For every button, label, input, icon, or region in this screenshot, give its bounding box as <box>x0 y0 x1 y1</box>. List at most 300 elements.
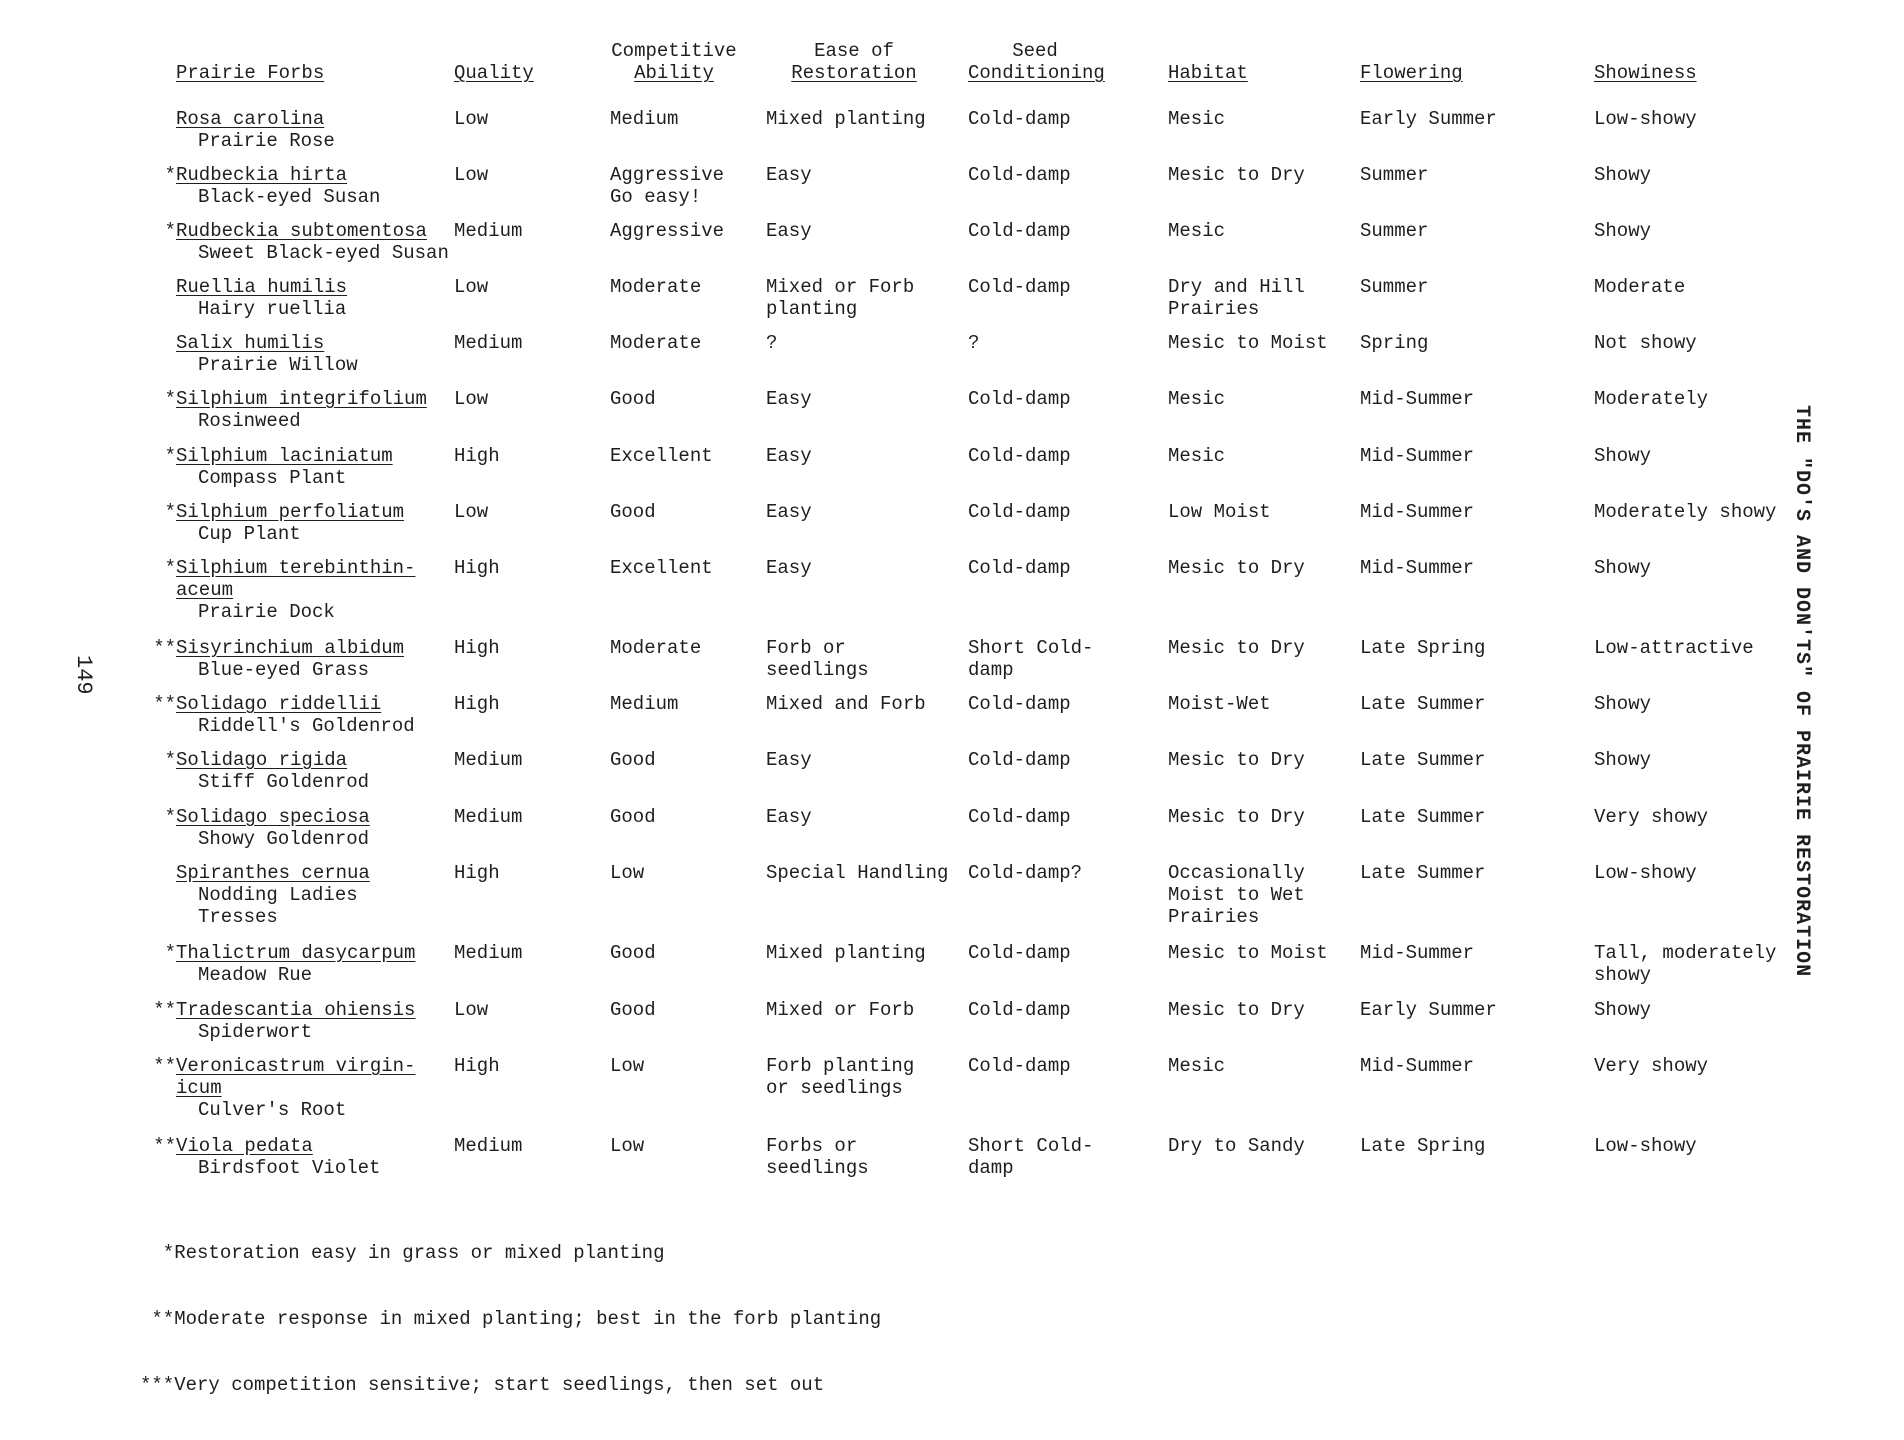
habitat-cell <box>1168 276 1305 320</box>
competitive-value: Low <box>610 1135 645 1157</box>
flowering-value: Summer <box>1360 164 1429 186</box>
competitive-cell <box>610 1055 644 1077</box>
quality-value: High <box>454 862 500 884</box>
quality-value: Low <box>454 276 489 298</box>
quality-cell <box>454 637 500 659</box>
quality-value: Low <box>454 501 489 523</box>
competitive-cell <box>610 220 724 242</box>
scientific-name: Salix humilis <box>176 332 325 354</box>
ease-value: Easy <box>766 388 812 410</box>
quality-cell <box>454 108 488 130</box>
ease-value: ? <box>766 332 778 354</box>
habitat-value: Prairies <box>1168 298 1260 320</box>
common-name: Prairie Willow <box>198 354 358 376</box>
header-flowering <box>1360 62 1463 84</box>
showiness-value: Low-showy <box>1594 108 1697 130</box>
ease-value: Special Handling <box>766 862 949 884</box>
habitat-value: Mesic to Moist <box>1168 332 1328 354</box>
seed-cell <box>968 1135 1093 1179</box>
seed-cell <box>968 942 1071 964</box>
ease-cell <box>766 557 812 579</box>
competitive-cell <box>610 332 701 354</box>
quality-cell <box>454 862 500 884</box>
habitat-value: Mesic <box>1168 108 1226 130</box>
showiness-cell <box>1594 942 1776 986</box>
scientific-name: Silphium integrifolium <box>176 388 427 410</box>
seed-value: damp <box>968 659 1014 681</box>
quality-value: Medium <box>454 1135 523 1157</box>
scientific-name: Ruellia humilis <box>176 276 348 298</box>
common-name: Spiderwort <box>198 1021 313 1043</box>
habitat-value: Prairies <box>1168 906 1260 928</box>
common-name: Compass Plant <box>198 467 347 489</box>
seed-cell <box>968 999 1071 1021</box>
seed-value: Cold-damp <box>968 220 1071 242</box>
habitat-cell <box>1168 862 1305 928</box>
scientific-name: Spiranthes cernua <box>176 862 370 884</box>
showiness-cell <box>1594 1055 1708 1077</box>
competitive-value: Aggressive <box>610 164 725 186</box>
quality-value: High <box>454 1055 500 1077</box>
ease-cell <box>766 1055 914 1099</box>
footnote-double-star: **Moderate response in mixed planting; best in the forb planting <box>140 1308 882 1330</box>
habitat-value: Dry and Hill <box>1168 276 1305 298</box>
ease-value: Easy <box>766 557 812 579</box>
habitat-value: Mesic to Moist <box>1168 942 1328 964</box>
seed-cell <box>968 220 1071 242</box>
flowering-cell <box>1360 332 1428 354</box>
habitat-value: Mesic to Dry <box>1168 806 1305 828</box>
scientific-name: Veronicastrum virgin- <box>176 1055 416 1077</box>
ease-value: Easy <box>766 164 812 186</box>
seed-value: Cold-damp <box>968 1055 1071 1077</box>
ease-value: Forbs or <box>766 1135 858 1157</box>
ease-value: Forb or <box>766 637 846 659</box>
competitive-cell <box>610 108 678 130</box>
header-quality <box>454 62 534 84</box>
habitat-cell <box>1168 806 1305 828</box>
restoration-mark: ** <box>153 1055 176 1077</box>
header-ease-line: Ease of <box>814 40 894 62</box>
ease-value: Mixed planting <box>766 108 926 130</box>
competitive-value: Good <box>610 501 656 523</box>
ease-cell <box>766 501 812 523</box>
showiness-cell <box>1594 806 1708 828</box>
habitat-cell <box>1168 164 1305 186</box>
showiness-cell <box>1594 388 1708 410</box>
quality-cell <box>454 557 500 579</box>
ease-value: Mixed or Forb <box>766 999 915 1021</box>
seed-value: Cold-damp <box>968 501 1071 523</box>
seed-value: Cold-damp <box>968 999 1071 1021</box>
restoration-mark: * <box>164 220 176 242</box>
competitive-value: Good <box>610 942 656 964</box>
showiness-value: Low-showy <box>1594 862 1697 884</box>
seed-cell <box>968 388 1071 410</box>
flowering-cell <box>1360 276 1428 298</box>
seed-cell <box>968 332 979 354</box>
quality-value: Medium <box>454 749 523 771</box>
common-name: Showy Goldenrod <box>198 828 370 850</box>
competitive-cell <box>610 164 724 208</box>
showiness-cell <box>1594 108 1697 130</box>
common-name: Blue-eyed Grass <box>198 659 370 681</box>
showiness-cell <box>1594 220 1651 242</box>
header-competitive-line: Ability <box>634 62 714 84</box>
seed-value: Cold-damp <box>968 749 1071 771</box>
common-name: Prairie Dock <box>198 601 335 623</box>
habitat-value: Mesic to Dry <box>1168 164 1305 186</box>
ease-cell <box>766 999 914 1021</box>
competitive-cell <box>610 1135 644 1157</box>
species-cell <box>176 862 370 928</box>
seed-value: Short Cold- <box>968 637 1094 659</box>
flowering-value: Mid-Summer <box>1360 1055 1475 1077</box>
habitat-cell <box>1168 445 1225 467</box>
habitat-value: Moist-Wet <box>1168 693 1271 715</box>
common-name: Black-eyed Susan <box>198 186 381 208</box>
ease-value: or seedlings <box>766 1077 903 1099</box>
quality-cell <box>454 332 522 354</box>
showiness-value: Showy <box>1594 445 1652 467</box>
scientific-name: Solidago riddellii <box>176 693 382 715</box>
scientific-name: Rudbeckia subtomentosa <box>176 220 427 242</box>
competitive-value: Moderate <box>610 332 702 354</box>
competitive-cell <box>610 388 656 410</box>
habitat-cell <box>1168 1135 1305 1157</box>
header-competitive-line: Competitive <box>611 40 737 62</box>
seed-cell <box>968 164 1071 186</box>
ease-cell <box>766 164 812 186</box>
flowering-value: Late Summer <box>1360 862 1486 884</box>
habitat-cell <box>1168 557 1305 579</box>
flowering-value: Late Summer <box>1360 806 1486 828</box>
showiness-cell <box>1594 749 1651 771</box>
showiness-cell <box>1594 332 1697 354</box>
showiness-value: Very showy <box>1594 1055 1709 1077</box>
species-cell <box>164 501 405 545</box>
competitive-value: Excellent <box>610 557 713 579</box>
restoration-mark: ** <box>153 637 176 659</box>
habitat-cell <box>1168 501 1271 523</box>
habitat-value: Mesic to Dry <box>1168 749 1305 771</box>
competitive-cell <box>610 862 644 884</box>
scientific-name: Rosa carolina <box>176 108 325 130</box>
scientific-name: Solidago rigida <box>176 749 348 771</box>
species-cell <box>153 1055 416 1121</box>
scientific-name: aceum <box>176 579 234 601</box>
competitive-cell <box>610 693 678 715</box>
showiness-cell <box>1594 862 1697 884</box>
scientific-name: Silphium perfoliatum <box>176 501 405 523</box>
ease-value: seedlings <box>766 659 869 681</box>
flowering-cell <box>1360 693 1485 715</box>
seed-cell <box>968 862 1082 884</box>
seed-cell <box>968 749 1071 771</box>
competitive-cell <box>610 942 656 964</box>
quality-value: Medium <box>454 332 523 354</box>
showiness-value: Showy <box>1594 749 1652 771</box>
common-name: Meadow Rue <box>198 964 313 986</box>
common-name: Prairie Rose <box>198 130 335 152</box>
ease-cell <box>766 806 812 828</box>
quality-value: High <box>454 637 500 659</box>
species-cell <box>164 220 449 264</box>
ease-value: Mixed and Forb <box>766 693 926 715</box>
habitat-cell <box>1168 332 1328 354</box>
ease-cell <box>766 220 812 242</box>
competitive-value: Moderate <box>610 276 702 298</box>
header-showiness <box>1594 62 1697 84</box>
showiness-value: Low-attractive <box>1594 637 1754 659</box>
header-ease-line: Restoration <box>791 62 917 84</box>
common-name: Tresses <box>198 906 278 928</box>
showiness-value: Tall, moderately <box>1594 942 1777 964</box>
flowering-cell <box>1360 942 1474 964</box>
flowering-cell <box>1360 164 1428 186</box>
ease-value: Forb planting <box>766 1055 915 1077</box>
showiness-value: Very showy <box>1594 806 1709 828</box>
flowering-value: Mid-Summer <box>1360 942 1475 964</box>
seed-value: Cold-damp <box>968 164 1071 186</box>
species-cell <box>164 388 427 432</box>
competitive-value: Good <box>610 749 656 771</box>
competitive-cell <box>610 501 656 523</box>
ease-cell <box>766 332 777 354</box>
habitat-cell <box>1168 749 1305 771</box>
quality-cell <box>454 501 488 523</box>
seed-value: Cold-damp <box>968 445 1071 467</box>
scientific-name: Solidago speciosa <box>176 806 370 828</box>
competitive-cell <box>610 999 656 1021</box>
showiness-value: Not showy <box>1594 332 1697 354</box>
habitat-value: Mesic <box>1168 388 1226 410</box>
seed-cell <box>968 276 1071 298</box>
species-cell <box>164 942 416 986</box>
restoration-mark: * <box>164 557 176 579</box>
habitat-value: Occasionally <box>1168 862 1305 884</box>
flowering-value: Late Spring <box>1360 637 1486 659</box>
seed-cell <box>968 557 1071 579</box>
restoration-mark: ** <box>153 999 176 1021</box>
quality-cell <box>454 388 488 410</box>
showiness-value: Showy <box>1594 557 1652 579</box>
ease-cell <box>766 862 948 884</box>
competitive-value: Low <box>610 1055 645 1077</box>
seed-value: Cold-damp <box>968 693 1071 715</box>
flowering-value: Spring <box>1360 332 1429 354</box>
ease-value: Mixed planting <box>766 942 926 964</box>
competitive-cell <box>610 637 701 659</box>
restoration-mark: * <box>164 806 176 828</box>
flowering-value: Late Summer <box>1360 693 1486 715</box>
competitive-cell <box>610 749 656 771</box>
common-name: Stiff Goldenrod <box>198 771 370 793</box>
header-competitive <box>610 40 738 84</box>
showiness-cell <box>1594 501 1776 523</box>
seed-cell <box>968 693 1071 715</box>
ease-value: seedlings <box>766 1157 869 1179</box>
flowering-cell <box>1360 220 1428 242</box>
quality-value: Medium <box>454 220 523 242</box>
common-name: Rosinweed <box>198 410 301 432</box>
ease-value: Easy <box>766 749 812 771</box>
competitive-value: Moderate <box>610 637 702 659</box>
flowering-value: Summer <box>1360 220 1429 242</box>
restoration-mark: * <box>164 749 176 771</box>
showiness-value: Moderately <box>1594 388 1709 410</box>
common-name: Hairy ruellia <box>198 298 347 320</box>
showiness-cell <box>1594 445 1651 467</box>
quality-cell <box>454 445 500 467</box>
quality-cell <box>454 1135 522 1157</box>
scientific-name: Viola pedata <box>176 1135 313 1157</box>
flowering-value: Late Summer <box>1360 749 1486 771</box>
habitat-value: Mesic to Dry <box>1168 637 1305 659</box>
habitat-value: Moist to Wet <box>1168 884 1305 906</box>
habitat-cell <box>1168 1055 1225 1077</box>
habitat-cell <box>1168 942 1328 964</box>
restoration-mark: ** <box>153 693 176 715</box>
species-cell <box>164 164 381 208</box>
common-name: Sweet Black-eyed Susan <box>198 242 449 264</box>
ease-cell <box>766 388 812 410</box>
quality-value: Low <box>454 164 489 186</box>
quality-cell <box>454 806 522 828</box>
competitive-cell <box>610 806 656 828</box>
scientific-name: Silphium laciniatum <box>176 445 393 467</box>
header-flowering-line: Flowering <box>1360 62 1463 84</box>
competitive-cell <box>610 557 713 579</box>
flowering-cell <box>1360 445 1474 467</box>
ease-value: Easy <box>766 445 812 467</box>
ease-cell <box>766 749 812 771</box>
quality-value: Low <box>454 999 489 1021</box>
page-side-title: THE "DO'S AND DON'TS" OF PRAIRIE RESTORATION <box>1790 405 1813 978</box>
species-cell <box>164 557 416 623</box>
common-name: Cup Plant <box>198 523 301 545</box>
showiness-cell <box>1594 557 1651 579</box>
species-cell <box>153 1135 381 1179</box>
page-number: 149 <box>71 655 96 695</box>
seed-value: Cold-damp <box>968 276 1071 298</box>
ease-cell <box>766 942 926 964</box>
competitive-value: Aggressive <box>610 220 725 242</box>
species-cell <box>176 332 358 376</box>
seed-cell <box>968 1055 1071 1077</box>
ease-value: Easy <box>766 220 812 242</box>
flowering-cell <box>1360 806 1485 828</box>
competitive-cell <box>610 276 701 298</box>
competitive-value: Medium <box>610 108 679 130</box>
showiness-value: Showy <box>1594 220 1652 242</box>
showiness-value: Moderately showy <box>1594 501 1777 523</box>
seed-value: Cold-damp <box>968 108 1071 130</box>
quality-cell <box>454 164 488 186</box>
habitat-value: Mesic to Dry <box>1168 999 1305 1021</box>
quality-cell <box>454 276 488 298</box>
flowering-cell <box>1360 501 1474 523</box>
showiness-cell <box>1594 637 1754 659</box>
ease-value: Easy <box>766 501 812 523</box>
header-showiness-line: Showiness <box>1594 62 1697 84</box>
quality-cell <box>454 942 522 964</box>
competitive-value: Go easy! <box>610 186 702 208</box>
flowering-value: Early Summer <box>1360 999 1497 1021</box>
footnote-single-star: *Restoration easy in grass or mixed planting <box>140 1242 665 1264</box>
quality-cell <box>454 220 522 242</box>
ease-cell <box>766 445 812 467</box>
quality-value: Low <box>454 388 489 410</box>
seed-value: Cold-damp <box>968 388 1071 410</box>
seed-cell <box>968 501 1071 523</box>
species-cell <box>153 999 416 1043</box>
habitat-value: Dry to Sandy <box>1168 1135 1305 1157</box>
scientific-name: Rudbeckia hirta <box>176 164 348 186</box>
seed-value: ? <box>968 332 980 354</box>
ease-cell <box>766 637 869 681</box>
habitat-cell <box>1168 999 1305 1021</box>
restoration-mark: * <box>164 164 176 186</box>
showiness-cell <box>1594 999 1651 1021</box>
scientific-name: Sisyrinchium albidum <box>176 637 405 659</box>
header-seed <box>968 40 1105 84</box>
species-cell <box>176 276 347 320</box>
showiness-cell <box>1594 1135 1697 1157</box>
showiness-value: Showy <box>1594 164 1652 186</box>
competitive-value: Good <box>610 388 656 410</box>
quality-cell <box>454 749 522 771</box>
seed-cell <box>968 637 1093 681</box>
quality-value: High <box>454 693 500 715</box>
showiness-cell <box>1594 276 1685 298</box>
species-cell <box>164 445 393 489</box>
habitat-cell <box>1168 220 1225 242</box>
seed-value: Short Cold- <box>968 1135 1094 1157</box>
common-name: Nodding Ladies <box>198 884 358 906</box>
restoration-mark: * <box>164 501 176 523</box>
habitat-cell <box>1168 637 1305 659</box>
habitat-value: Mesic to Dry <box>1168 557 1305 579</box>
flowering-cell <box>1360 388 1474 410</box>
showiness-value: Showy <box>1594 693 1652 715</box>
common-name: Culver's Root <box>198 1099 347 1121</box>
habitat-value: Mesic <box>1168 445 1226 467</box>
common-name: Riddell's Goldenrod <box>198 715 415 737</box>
restoration-mark: * <box>164 445 176 467</box>
ease-value: Mixed or Forb <box>766 276 915 298</box>
flowering-value: Mid-Summer <box>1360 501 1475 523</box>
seed-cell <box>968 108 1071 130</box>
quality-cell <box>454 999 488 1021</box>
header-seed-line: Conditioning <box>968 62 1105 84</box>
quality-value: High <box>454 445 500 467</box>
seed-value: Cold-damp <box>968 806 1071 828</box>
footnotes <box>140 1198 881 1440</box>
restoration-mark: ** <box>153 1135 176 1157</box>
flowering-value: Summer <box>1360 276 1429 298</box>
habitat-value: Mesic <box>1168 220 1226 242</box>
header-ease <box>766 40 942 84</box>
quality-value: Medium <box>454 942 523 964</box>
habitat-value: Low Moist <box>1168 501 1271 523</box>
seed-cell <box>968 806 1071 828</box>
showiness-cell <box>1594 164 1651 186</box>
quality-cell <box>454 693 500 715</box>
competitive-cell <box>610 445 713 467</box>
flowering-cell <box>1360 999 1497 1021</box>
ease-cell <box>766 693 926 715</box>
